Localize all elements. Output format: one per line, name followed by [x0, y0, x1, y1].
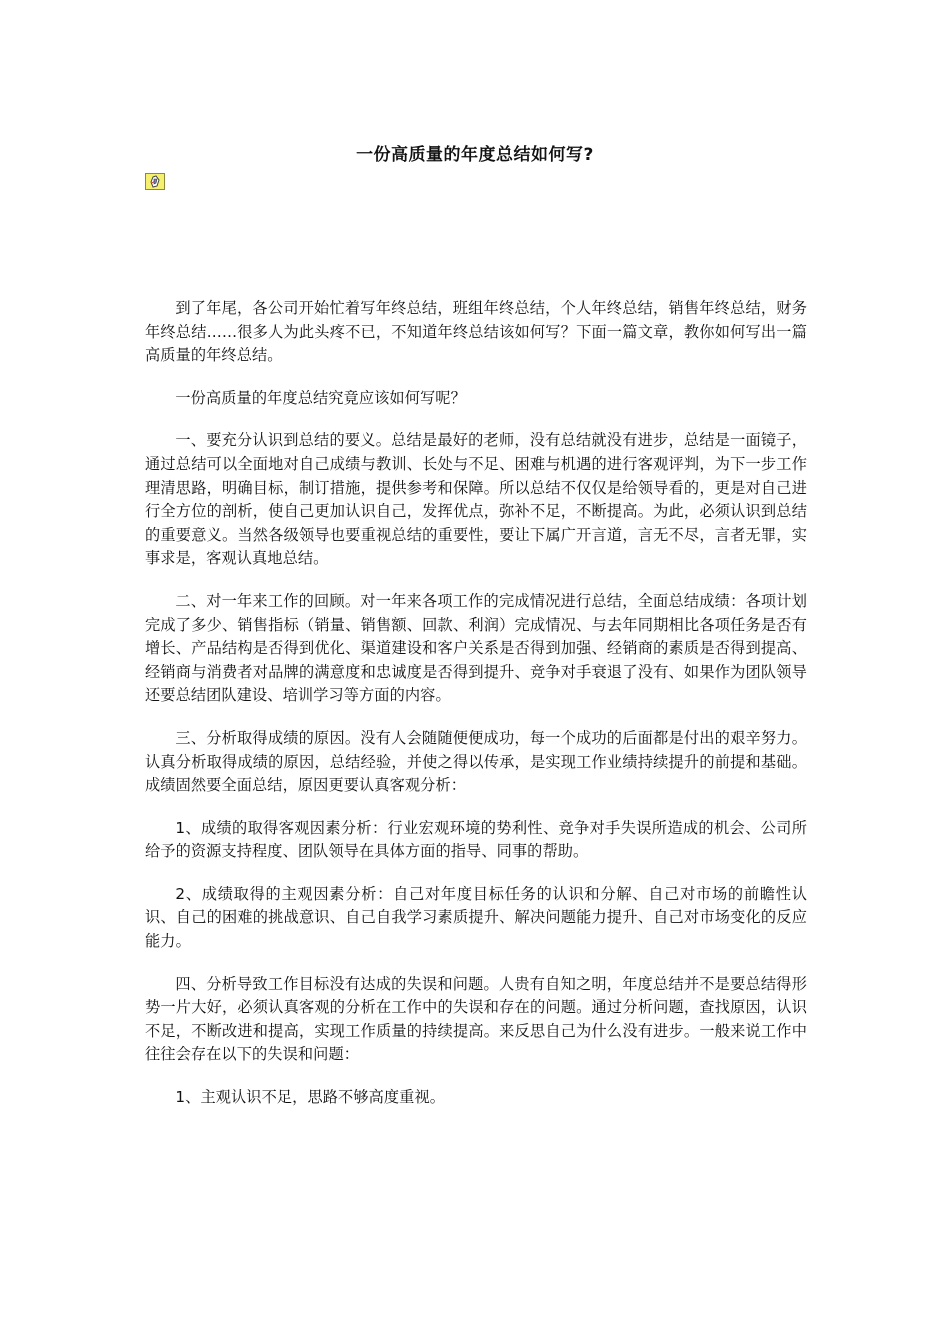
paragraph-section-4-item-1: 1、主观认识不足，思路不够高度重视。 — [175, 1088, 446, 1107]
broken-image-icon — [145, 173, 165, 190]
paragraph-section-4: 四、分析导致工作目标没有达成的失误和问题。人贵有自知之明，年度总结并不是要总结得形势一片大好，必须认真客观的分析在工作中的失误和存在的问题。通过分析问题，查找原因，认识不足，不断改进和提高，实现工作质量的持续提高。来反思自己为什么没有进步。一般来说工作中往往会存在以下的失误和问题： — [145, 974, 807, 1064]
broken-image-glyph — [146, 174, 164, 189]
paragraph-question: 一份高质量的年度总结究竟应该如何写呢？ — [175, 388, 466, 407]
document-title: 一份高质量的年度总结如何写? — [356, 145, 594, 165]
paragraph-section-2: 二、对一年来工作的回顾。对一年来各项工作的完成情况进行总结，全面总结成绩：各项计划完成了多少、销售指标（销量、销售额、回款、利润）完成情况、与去年同期相比各项任务是否有增长、产品结构是否得到优化、渠道建设和客户关系是否得到加强、经销商的素质是否得到提高、经销商与消费者对品牌的满意度和忠诚度是否得到提升、竞争对手衰退了没有、如果作为团队领导还要总结团队建设、培训学习等方面的内容。 — [145, 591, 807, 705]
paragraph-intro: 到了年尾，各公司开始忙着写年终总结，班组年终总结，个人年终总结，销售年终总结，财务年终总结……很多人为此头疼不已，不知道年终总结该如何写？下面一篇文章，教你如何写出一篇高质量的年终总结。 — [145, 299, 807, 365]
paragraph-section-1: 一、要充分认识到总结的要义。总结是最好的老师，没有总结就没有进步，总结是一面镜子，通过总结可以全面地对自己成绩与教训、长处与不足、困难与机遇的进行客观评判，为下一步工作理清思路，明确目标，制订措施，提供参考和保障。所以总结不仅仅是给领导看的，更是对自己进行全方位的剖析，使自己更加认识自己，发挥优点，弥补不足，不断提高。为此，必须认识到总结的重要意义。当然各级领导也要重视总结的重要性，要让下属广开言道，言无不尽，言者无罪，实事求是，客观认真地总结。 — [145, 431, 807, 568]
paragraph-section-3-item-1: 1、成绩的取得客观因素分析：行业宏观环境的势利性、竞争对手失误所造成的机会、公司所给予的资源支持程度、团队领导在具体方面的指导、同事的帮助。 — [145, 818, 807, 861]
paragraph-section-3: 三、分析取得成绩的原因。没有人会随随便便成功，每一个成功的后面都是付出的艰辛努力。认真分析取得成绩的原因，总结经验，并使之得以传承，是实现工作业绩持续提升的前提和基础。成绩固然要全面总结，原因更要认真客观分析： — [145, 728, 807, 795]
document-body — [145, 297, 807, 1129]
paragraph-section-3-item-2: 2、成绩取得的主观因素分析：自己对年度目标任务的认识和分解、自己对市场的前瞻性认识、自己的困难的挑战意识、自己自我学习素质提升、解决问题能力提升、自己对市场变化的反应能力。 — [145, 884, 807, 951]
